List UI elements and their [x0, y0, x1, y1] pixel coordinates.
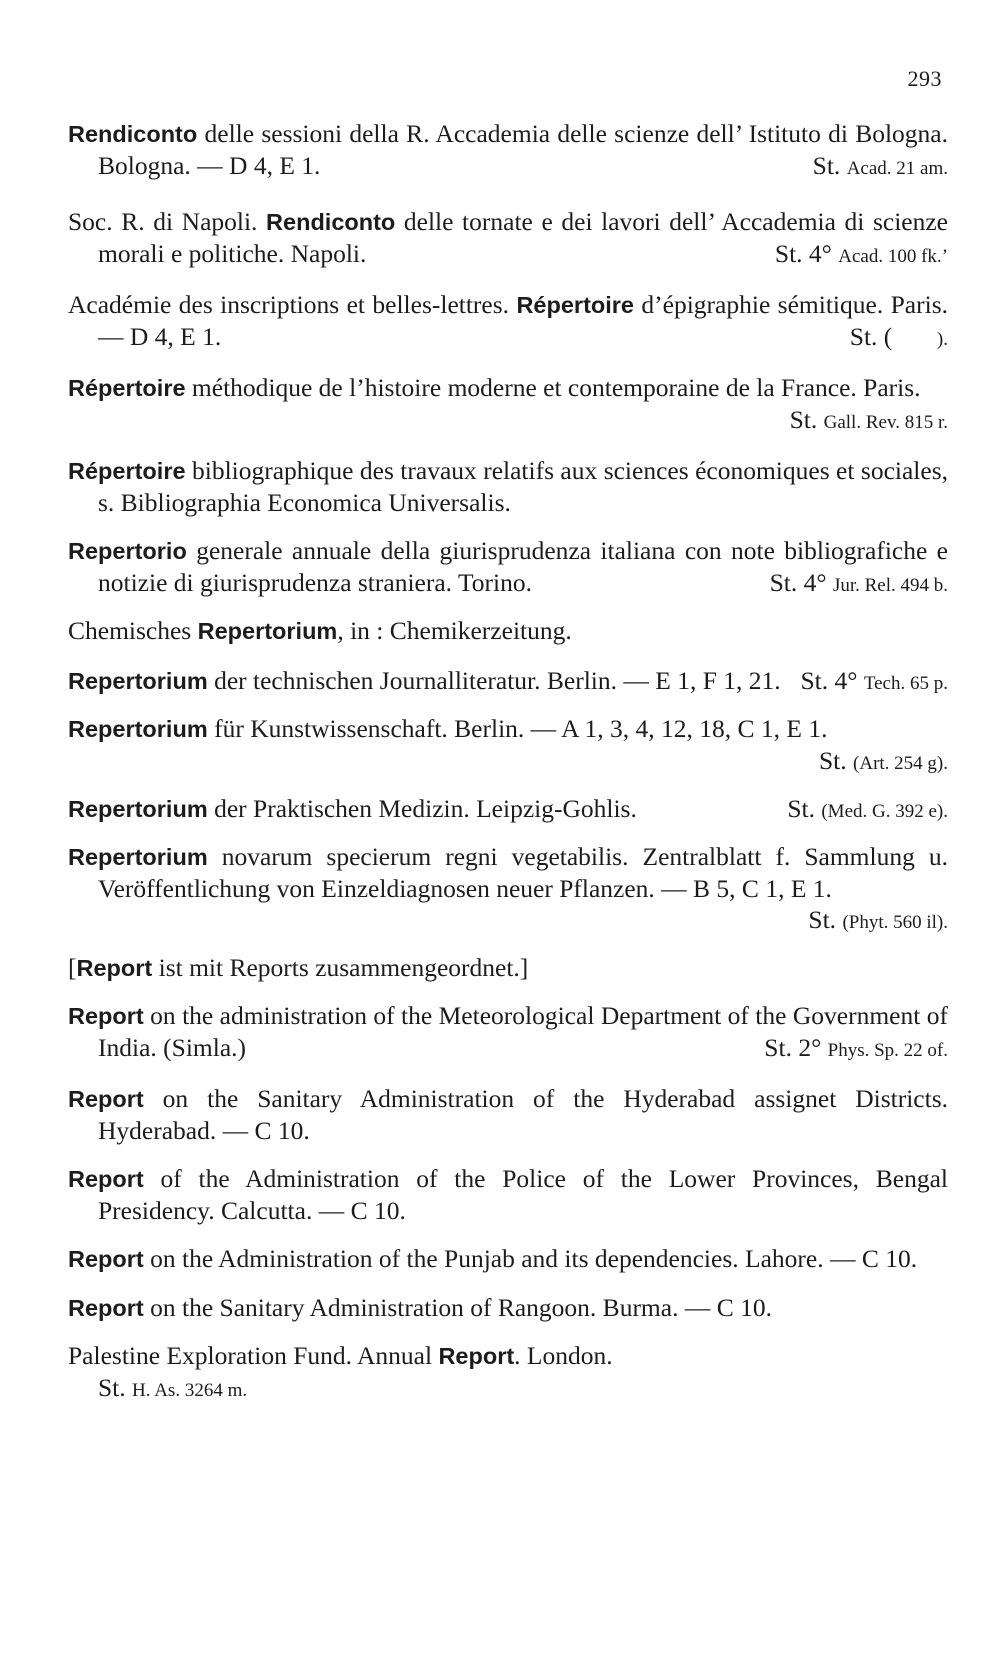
entry-text: generale annuale della giurisprudenza italiana con note bibliografiche e notizie di giurisprudenza straniera. Torino. — [98, 536, 948, 597]
shelf-mark — [801, 665, 949, 699]
entry-keyword: Report — [68, 1003, 144, 1029]
entry-keyword: Répertoire — [68, 458, 186, 484]
shelf-mark-code: ). — [936, 329, 948, 350]
entry-keyword: Repertorium — [68, 796, 208, 822]
shelf-mark-code: Jur. Rel. 494 b. — [832, 575, 948, 596]
entry-text: on the administration of the Meteorological Department of the Government of India. (Simla.) — [98, 1001, 948, 1062]
entry-prefix: Soc. R. di Napoli. — [68, 207, 267, 236]
shelf-mark — [764, 1032, 948, 1066]
entry-16 — [68, 1243, 948, 1275]
entry-1 — [68, 118, 948, 184]
entry-18 — [68, 1340, 948, 1406]
shelf-mark — [790, 404, 948, 438]
shelf-mark — [98, 1372, 948, 1406]
shelf-mark-code: (Art. 254 g). — [853, 753, 948, 774]
entry-list — [68, 118, 948, 1406]
entry-14 — [68, 1083, 948, 1146]
entry-text: ist mit Reports zusammengeordnet.] — [152, 953, 529, 982]
shelf-mark-prefix: St. 4° — [769, 568, 827, 597]
entry-keyword: Repertorium — [68, 716, 208, 742]
shelf-mark-prefix: St. 2° — [764, 1033, 822, 1062]
entry-keyword: Report — [438, 1343, 515, 1369]
entry-11 — [68, 841, 948, 938]
shelf-mark-code: Tech. 65 p. — [863, 673, 948, 694]
shelf-mark-code: Gall. Rev. 815 r. — [823, 412, 948, 433]
shelf-mark-prefix: St. — [789, 405, 818, 434]
entry-text: für Kunstwissenschaft. Berlin. — A 1, 3, 4, 12, 18, C 1, E 1. — [207, 714, 828, 743]
shelf-mark — [819, 745, 948, 779]
entry-8 — [68, 665, 948, 699]
entry-2 — [68, 206, 948, 272]
entry-text: , in : Chemikerzeitung. — [337, 616, 572, 645]
entry-keyword: Repertorium — [68, 668, 208, 694]
shelf-mark-prefix: St. — [808, 905, 837, 934]
entry-keyword: Rendiconto — [68, 121, 198, 147]
shelf-mark-prefix: St. 4° — [774, 239, 832, 268]
entry-keyword: Report — [76, 955, 153, 981]
entry-keyword: Report — [68, 1246, 144, 1272]
shelf-mark — [813, 150, 948, 184]
entry-prefix: Palestine Exploration Fund. Annual — [68, 1341, 439, 1370]
entry-6 — [68, 535, 948, 601]
entry-7 — [68, 615, 948, 647]
entry-keyword: Répertoire — [68, 375, 186, 401]
entry-text: méthodique de l’histoire moderne et contemporaine de la France. Paris. — [185, 373, 921, 402]
shelf-mark-code: Phys. Sp. 22 of. — [827, 1040, 948, 1061]
entry-5 — [68, 455, 948, 518]
entry-10 — [68, 793, 948, 827]
entry-keyword: Rendiconto — [266, 209, 396, 235]
entry-15 — [68, 1163, 948, 1226]
shelf-mark-code: Acad. 100 fk.’ — [838, 246, 948, 267]
entry-3 — [68, 289, 948, 355]
shelf-mark-prefix: St. ( — [849, 322, 893, 351]
entry-prefix: Académie des inscriptions et belles-lettres. — [68, 290, 517, 319]
shelf-mark-prefix: St. — [812, 151, 841, 180]
entry-keyword: Report — [68, 1086, 144, 1112]
entry-keyword: Repertorium — [68, 844, 208, 870]
shelf-mark-code: H. As. 3264 m. — [132, 1380, 248, 1401]
entry-text: on the Administration of the Punjab and its dependencies. Lahore. — C 10. — [143, 1244, 918, 1273]
entry-text: of the Administration of the Police of the Lower Provinces, Bengal Presidency. Calcutta. — C 10. — [98, 1164, 948, 1225]
shelf-mark-code: (Med. G. 392 e). — [821, 801, 948, 822]
entry-text: der Praktischen Medizin. Leipzig-Gohlis. — [207, 794, 637, 823]
shelf-mark — [808, 904, 948, 938]
entry-keyword: Report — [68, 1166, 144, 1192]
entry-text: novarum specierum regni vegetabilis. Zentralblatt f. Sammlung u. Veröffentlichung von Einzeldiagnosen neuer Pflanzen. — B 5, C 1, E 1. — [98, 842, 948, 903]
entry-text: on the Sanitary Administration of Rangoon. Burma. — C 10. — [143, 1293, 772, 1322]
entry-text: delle sessioni della R. Accademia delle scienze dell’ Istituto di Bologna. Bologna. — D 4, E 1. — [98, 119, 948, 180]
page-number: 293 — [907, 66, 942, 91]
entry-text: delle tornate e dei lavori dell’ Accademia di scienze morali e politiche. Napoli. — [98, 207, 949, 268]
entry-13 — [68, 1000, 948, 1066]
entry-4 — [68, 372, 948, 438]
shelf-mark — [850, 321, 948, 355]
entry-keyword: Report — [68, 1295, 144, 1321]
shelf-mark — [787, 793, 948, 827]
entry-text: . London. — [514, 1341, 613, 1370]
entry-text: der technischen Journalliteratur. Berlin. — E 1, F 1, 21. — [207, 666, 781, 695]
entry-text: d’épigraphie sémitique. Paris. — D 4, E 1. — [98, 290, 948, 351]
shelf-mark-prefix: St. — [818, 746, 847, 775]
entry-keyword: Repertorium — [197, 618, 338, 644]
entry-text: on the Sanitary Administration of the Hyderabad assignet Districts. Hyderabad. — C 10. — [98, 1084, 948, 1145]
entry-text: bibliographique des travaux relatifs aux sciences économiques et sociales, s. Bibliographia Economica Universalis. — [98, 456, 948, 517]
shelf-mark-code: (Phyt. 560 il). — [842, 912, 948, 933]
entry-prefix: Chemisches — [68, 616, 198, 645]
entry-prefix: [ — [68, 953, 77, 982]
entry-12 — [68, 952, 948, 984]
shelf-mark-prefix: St. — [787, 794, 815, 823]
shelf-mark-prefix: St. 4° — [800, 666, 858, 695]
entry-keyword: Répertoire — [516, 292, 634, 318]
shelf-mark-code: Acad. 21 am. — [846, 158, 948, 179]
entry-17 — [68, 1292, 948, 1324]
shelf-mark-prefix: St. — [98, 1373, 126, 1402]
entry-keyword: Repertorio — [68, 538, 187, 564]
entry-9 — [68, 713, 948, 779]
shelf-mark — [775, 238, 948, 272]
shelf-mark — [770, 567, 948, 601]
